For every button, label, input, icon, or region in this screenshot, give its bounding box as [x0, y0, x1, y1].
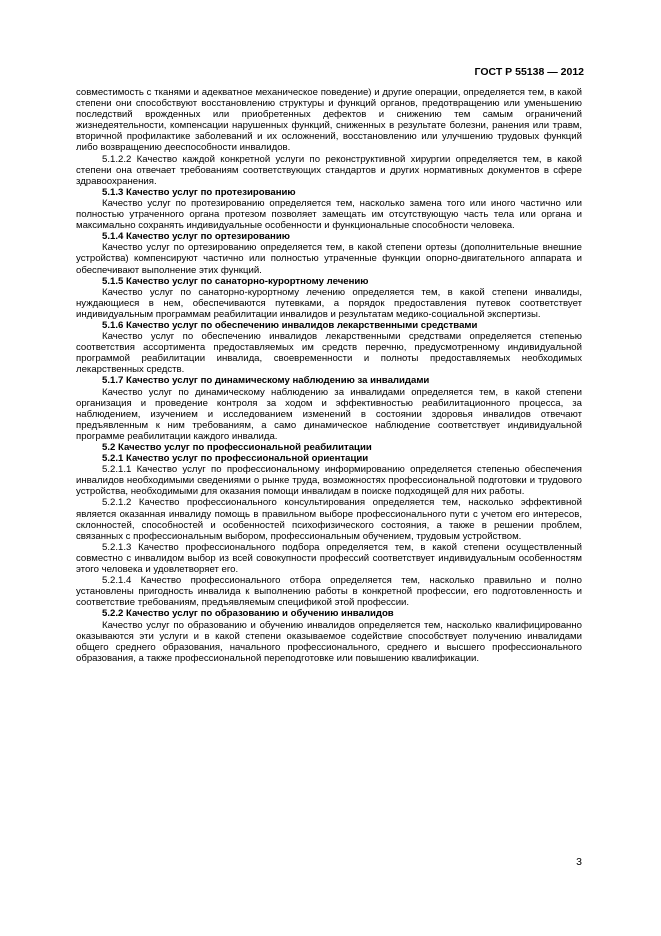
section-heading: 5.1.7 Качество услуг по динамическому наблюдению за инвалидами: [102, 375, 430, 387]
section-heading: 5.2.2 Качество услуг по образованию и обучению инвалидов: [102, 608, 394, 620]
paragraph: 5.2.1.3 Качество профессионального подбора определяется тем, в какой степени осуществленный совместно с инвалидом выбор из всей совокупности профессий соответствует индивидуальным особенностям этого человека и удовлетворяет его.: [76, 541, 582, 576]
paragraph: 5.1.2.2 Качество каждой конкретной услуги по реконструктивной хирургии определяется тем, в какой степени она отвечает требованиям соответствующих стандартов и других нормативных документов в сфере здравоохранения.: [76, 153, 582, 187]
section-heading: 5.1.6 Качество услуг по обеспечению инвалидов лекарственными средствами: [102, 319, 478, 331]
document-header: ГОСТ Р 55138 — 2012: [474, 66, 584, 78]
paragraph: совместимость с тканями и адекватное механическое поведение) и другие операции, определяется тем, в какой степени они способствуют восстановлению структуры и функций органов, предотвращению или уменьшению последствий врожденных или приобретенных дефектов и снижению тем самым ограничений жизнедеятельности, компенсации нарушенных функций, сниженных в результате болезни, ранения или травм, вторичной профилактике заболеваний и их осложнений, восстановлению или улучшению трудовых функций либо возвращению дееспособности инвалидов.: [76, 87, 582, 154]
section-heading: 5.1.5 Качество услуг по санаторно-курортному лечению: [102, 275, 369, 287]
paragraph: Качество услуг по образованию и обучению инвалидов определяется тем, насколько квалифицированно оказываются эти услуги и в какой степени оказываемое содействие способствует получению инвалидами общего среднего образования, начального профессионального, среднего и высшего профессионального образования, а также профессиональной переподготовке или повышению квалификации.: [76, 619, 582, 664]
paragraph: Качество услуг по обеспечению инвалидов лекарственными средствами определяется степенью соответствия ассортимента предоставляемых им средств перечню, предусмотренному индивидуальной программой реабилитации инвалида, своевременности и полноты предоставляемых необходимых лекарственных средств.: [76, 331, 582, 376]
document-body: [76, 87, 582, 664]
section-heading: 5.2 Качество услуг по профессиональной реабилитации: [102, 442, 372, 453]
paragraph: 5.2.1.2 Качество профессионального консультирования определяется тем, насколько эффективной является оказанная инвалиду помощь в правильном выборе профессионального пути с учетом его интересов, склонностей, способностей и особенностей психофизического состояния, а также в решении проблем, связанных с профессиональным выбором, профессиональным обучением, трудовым устройством.: [76, 497, 582, 542]
section-heading: 5.2.1 Качество услуг по профессиональной ориентации: [102, 453, 369, 465]
page-number: 3: [576, 856, 582, 868]
paragraph: 5.2.1.1 Качество услуг по профессиональному информированию определяется степенью обеспечения инвалидов необходимыми сведениями о рынке труда, возможностях профессиональной подготовки и трудового устройства, необходимыми для оказания помощи инвалидам в поиске подходящей для них работы.: [76, 464, 582, 498]
paragraph: Качество услуг по ортезированию определяется тем, в какой степени ортезы (дополнительные внешние устройства) компенсируют частично или полностью утраченные функции опорно-двигательного аппарата и обеспечивают выполнение этих функций.: [76, 242, 582, 276]
section-heading: 5.1.3 Качество услуг по протезированию: [102, 186, 296, 198]
paragraph: Качество услуг по санаторно-курортному лечению определяется тем, в какой степени инвалиды, нуждающиеся в нем, обеспечиваются путевками, а порядок предоставления путевок соответствует индивидуальным программам реабилитации инвалидов и результатам медико-социальной экспертизы.: [76, 286, 582, 320]
paragraph: Качество услуг по динамическому наблюдению за инвалидами определяется тем, в какой степени организация и проведение контроля за ходом и эффективностью реабилитационного процесса, за наблюдением, изучением и исследованием изменений в состоянии здоровья инвалидов отвечают предъявленным к ним требованиям, а само динамическое наблюдение соответствует индивидуальной программе реабилитации каждого инвалида.: [76, 386, 582, 442]
paragraph: 5.2.1.4 Качество профессионального отбора определяется тем, насколько правильно и полно установлены пригодность инвалида к выполнению работы в конкретной профессии, его подготовленность и соответствие требованиям, предъявляемым спецификой этой профессии.: [76, 575, 582, 609]
section-heading: 5.1.4 Качество услуг по ортезированию: [102, 231, 290, 243]
paragraph: Качество услуг по протезированию определяется тем, насколько замена того или иного частично или полностью утраченного органа протезом позволяет замещать им отсутствующую часть тела или органа и максимально сохранять индивидуальные особенности и функциональные способности человека.: [76, 197, 582, 232]
